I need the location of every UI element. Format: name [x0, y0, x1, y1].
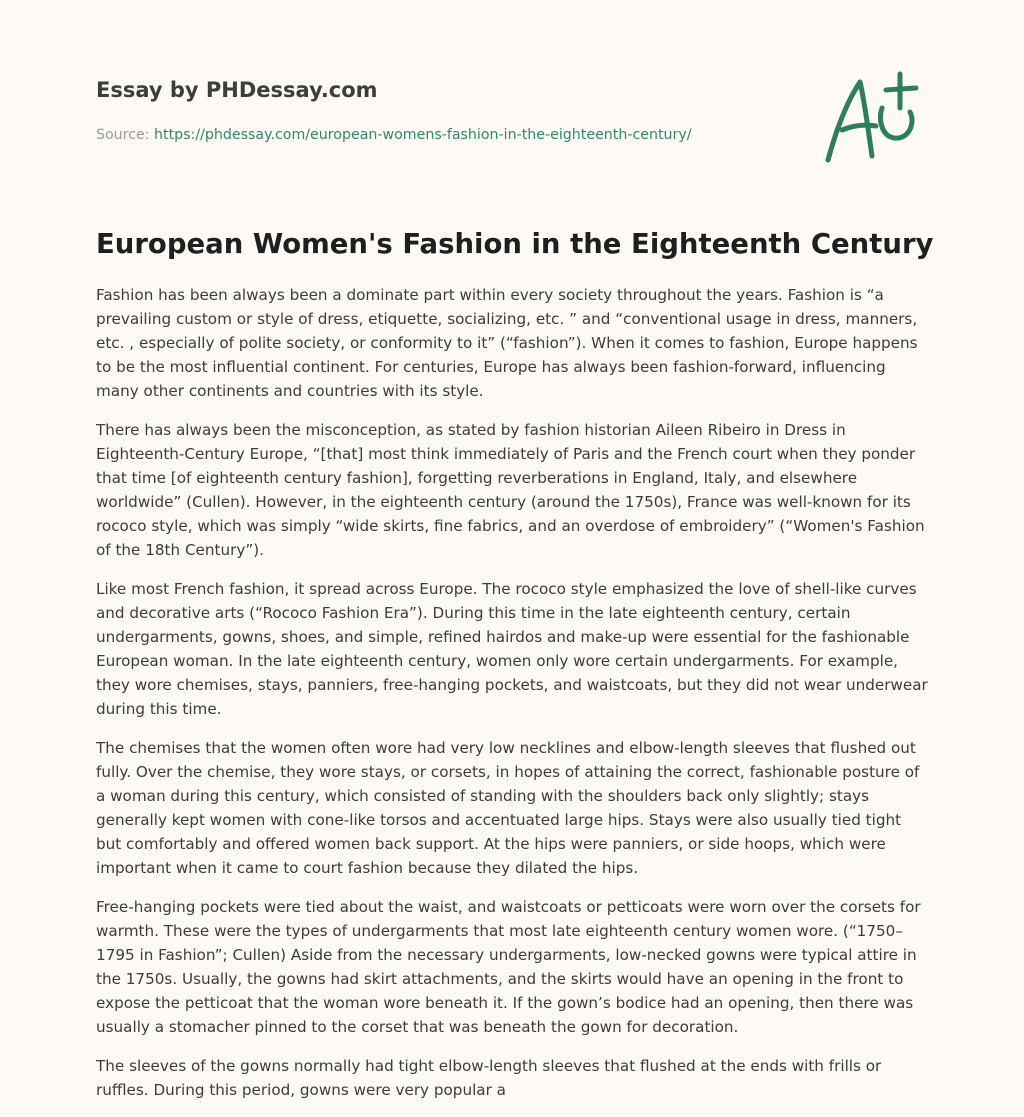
essay-paragraph: Fashion has been always been a dominate part within every society throughout the years. Fashion is “a prevailing custom or style of dress, etiquette, socializing, etc. ” and “conventional usage in dress, manners, etc. , especially of polite society, or conformity to it” (“fashion”). When it comes to fashion, Europe happens to be the most influential continent. For centuries, Europe has always been fashion-forward, influencing many other continents and countries with its style. [96, 286, 918, 400]
essay-paragraph: The chemises that the women often wore had very low necklines and elbow-length sleeves that flushed out fully. Over the chemise, they wore stays, or corsets, in hopes of attaining the correct, fashionable posture of a woman during this century, which consisted of standing with the shoulders back only slightly; stays generally kept women with cone-like torsos and accentuated large hips. Stays were also usually tied tight but comfortably and offered women back support. At the hips were panniers, or side hoops, which were important when it came to court fashion because they dilated the hips. [96, 739, 920, 877]
essay-paragraph: There has always been the misconception, as stated by fashion historian Aileen Ribeiro in Dress in Eighteenth-Century Europe, “[that] most think immediately of Paris and the French court when they ponder that time [of eighteenth century fashion], forgetting reverberations in England, Italy, and elsewhere worldwide” (Cullen). However, in the eighteenth century (around the 1750s), France was well-known for its rococo style, which was simply “wide skirts, fine fabrics, and an overdose of embroidery” (“Women's Fashion of the 18th Century”). [96, 421, 925, 559]
essay-body [96, 283, 930, 1117]
essay-paragraph: Like most French fashion, it spread across Europe. The rococo style emphasized the love of shell-like curves and decorative arts (“Rococo Fashion Era”). During this time in the late eighteenth century, certain undergarments, gowns, shoes, and simple, refined hairdos and make-up were essential for the fashionable European woman. In the late eighteenth century, women only wore certain undergarments. For example, they wore chemises, stays, panniers, free-hanging pockets, and waistcoats, but they did not wear underwear during this time. [96, 580, 928, 718]
source-label: Source: [96, 127, 150, 143]
site-brand: Essay by PHDessay.com [96, 78, 378, 102]
essay-title: European Women's Fashion in the Eighteenth Century [96, 228, 934, 260]
essay-header [96, 76, 796, 145]
source-line [96, 125, 796, 145]
source-link[interactable]: https://phdessay.com/european-womens-fashion-in-the-eighteenth-century/ [154, 127, 692, 143]
a-plus-grade-icon [820, 68, 930, 168]
essay-paragraph: The sleeves of the gowns normally had tight elbow-length sleeves that flushed at the ends with frills or ruffles. During this period, gowns were very popular a [96, 1057, 882, 1099]
essay-paragraph: Free-hanging pockets were tied about the waist, and waistcoats or petticoats were worn over the corsets for warmth. These were the types of undergarments that most late eighteenth century women wore. (“1750–1795 in Fashion”; Cullen) Aside from the necessary undergarments, low-necked gowns were typical attire in the 1750s. Usually, the gowns had skirt attachments, and the skirts would have an opening in the front to expose the petticoat that the woman wore beneath it. If the gown’s bodice had an opening, then there was usually a stomacher pinned to the corset that was beneath the gown for decoration. [96, 898, 921, 1036]
